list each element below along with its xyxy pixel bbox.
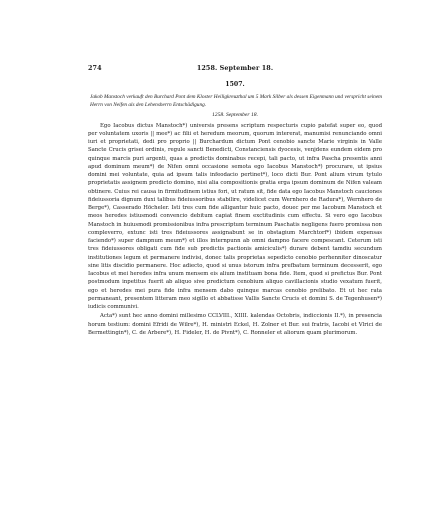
regest-summary: Jakob Manstoch verkauft den Burchard Pont dem Kloster Heiligkreuzthal um 5 Mark Silber als dessen Eigenmann und verspricht seinem Herrn von Neifen als den Lehensherrn Entschädigung. bbox=[90, 94, 382, 109]
page-header bbox=[88, 64, 382, 76]
page-number: 274 bbox=[88, 64, 102, 72]
charter-text bbox=[88, 122, 382, 312]
running-title: 1258. September 18. bbox=[196, 64, 274, 72]
charter-body-paragraph: Ego Iacobus dictus Manstoch*) universis presens scriptum respecturis cupio patefat super eo, quod per voluntatem uxoris || mee*) ac filii et heredum meorum, quorum intererat, manumisi renunciando omni iuri et proprietati, dedi pro proprio || Burchardum dictum Pont cenobio sancte Marie virginis in Valle Sancte Crucis grisei ordinis, regule sancti Benedicti, Constanciensis dyocesis, venjdens eundem eidem pro quinque marcis puri argenti, quas a predictis dominabus recepi, tali pacto, ut infra Pascha presentis anni apud dominum meum*) de Nifen omni occasione semota ego Iacobus Manstoch*) procurare, ut ipsius domini mei voluntate, quia ad ipsum talis infeodacio pertinet*), loco dicti Bur. Pont alium virum tytulo proprietatis assignem predicto domino, nisi alia compositionis gratia erga ipsum dominum de Nifen valeam obtinere. Cuius rei causa in firmitudinem istius fori, ut ratum sit, fide data ego Iacobus Manstoch cauciones fideiussoria dignum duxi talibus fideiussoribus stabilire, videlicet cum Wernhero de Radura*), Wernhero de Berge*), Casserado Höcheler. Isti tres cum fide alligantur huic pacto, douec per me Iacobum Manstoch et meos heredes istiusmodi convencio debitum capiat finem exctitudinis cum effectu. Si vero ego Iacobus Manstoch in huiusmodi promissionibus infra prescriptum terminum Paschatis negligens fuero promissa non compleverro, extunc isti tres fideiussores assignabunt se in obstagium Marchtorf*) ibidem expensas faciendo*) super dampnum meum*) et illos internpunn ab omni dampno facere compescant. Ceterum isti tres fideiussores obligati cum fide sub predictis pactionis amiciculis*) durare debent tamdiu secundum institutiones legum et permanere indivisi, donec talis proprietas sepedicto cenobio perhenniter dinoscatur sine litis discidio permanere. Hoc adiecto, quod si unus istorum infra prefbatum terminum decesserit, ego Iacobus et mei heredes infra unum mensem eis alium instituam bona fide. Item, quod si prefictus Bur. Pont postmodum inpetitus fuerit ab aliquo sive predictum cenobium aliquo cavillacionis studio vexatum fuerit, ego et heredes mei pura fide infra mensem dabo quinque marcas cenobio prelibato. Et ut hec rata permaneant, presentem litteram meo sigillo et abbatisse Vallis Sancte Crucis et domini S. de Tegenhusen*) iudicis communivi. bbox=[88, 122, 382, 311]
document-page bbox=[88, 64, 382, 337]
document-number: 1507. bbox=[225, 81, 245, 88]
document-date: 1258. September 18. bbox=[212, 111, 258, 118]
closing-paragraph: Acta*) sunt hec anno domini millesimo CCLVIII., XIIII. kalendas Octobris, indiccionis II.*), in presencia horum testium: domini Efridi de Wilre*), H. ministri Eckel, H. Zolner et Bur. sui fratris, Iacobi et Vlrici de Bermettingin*), C. de Arbere*), H. Fideler, H. de Pivnt*), C. Ronneler et aliorum quam plurimorum. bbox=[88, 313, 382, 336]
witness-list bbox=[88, 312, 382, 337]
